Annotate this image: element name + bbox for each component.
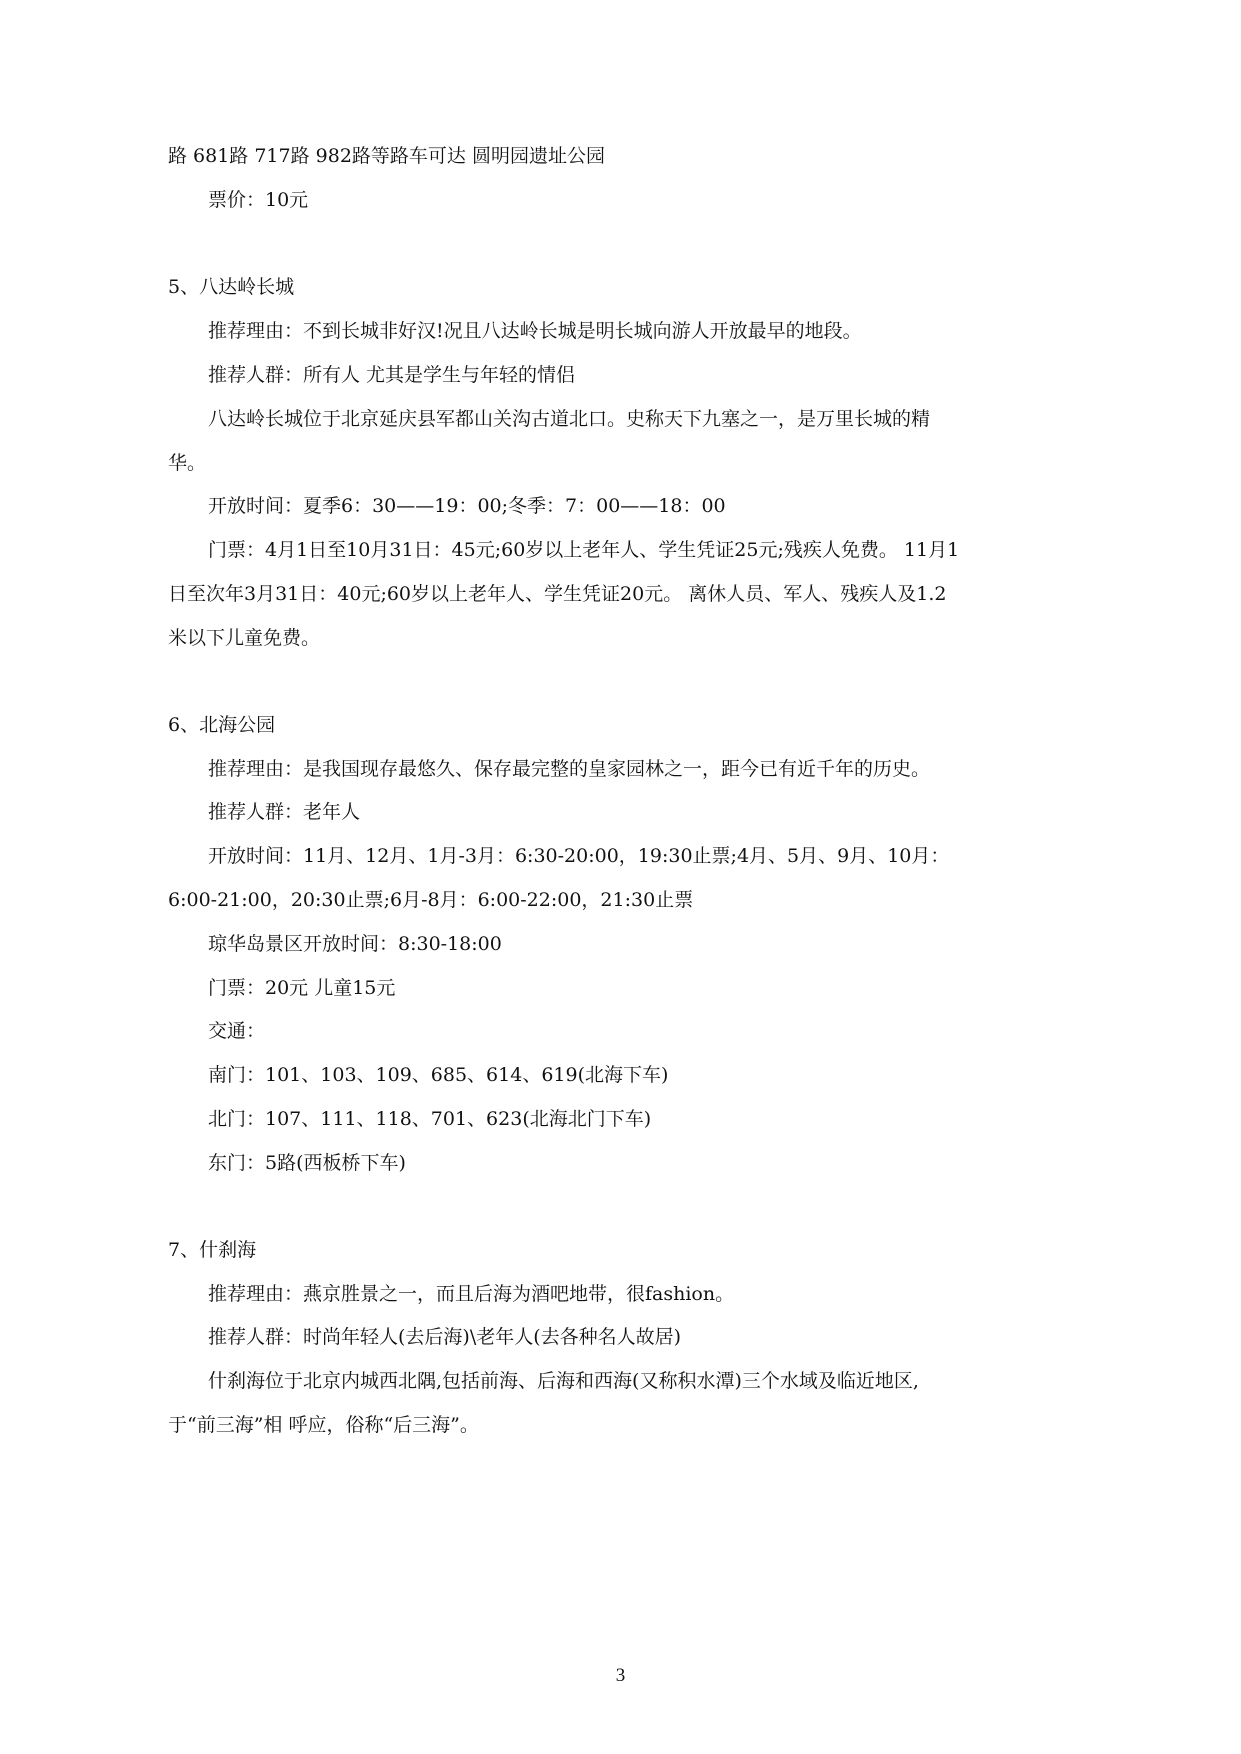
badaling-reason: 推荐理由：不到长城非好汉!况且八达岭长城是明长城向游人开放最早的地段。 xyxy=(208,320,862,342)
beihai-audience: 推荐人群：老年人 xyxy=(208,801,361,823)
route-continuation-line: 路 681路 717路 982路等路车可达 圆明园遗址公园 xyxy=(168,145,605,167)
shichahai-reason: 推荐理由：燕京胜景之一，而且后海为酒吧地带，很fashion。 xyxy=(208,1283,735,1305)
badaling-opening-hours: 开放时间：夏季6：30——19：00;冬季：7：00——18：00 xyxy=(208,495,726,517)
qionghua-island-hours: 琼华岛景区开放时间：8:30-18:00 xyxy=(208,933,502,955)
badaling-tickets: 门票：4月1日至10月31日：45元;60岁以上老年人、学生凭证25元;残疾人免费。 11月1 xyxy=(208,539,960,561)
shichahai-description: 什刹海位于北京内城西北隅,包括前海、后海和西海(又称积水潭)三个水域及临近地区, xyxy=(208,1370,919,1392)
beihai-south-gate: 南门：101、103、109、685、614、619(北海下车) xyxy=(208,1064,669,1086)
beihai-reason: 推荐理由：是我国现存最悠久、保存最完整的皇家园林之一，距今已有近千年的历史。 xyxy=(208,758,931,780)
section-heading-shichahai: 7、什刹海 xyxy=(168,1239,257,1261)
badaling-description: 八达岭长城位于北京延庆县军都山关沟古道北口。史称天下九塞之一，是万里长城的精 xyxy=(208,408,931,430)
badaling-description-cont: 华。 xyxy=(168,452,207,474)
shichahai-audience: 推荐人群：时尚年轻人(去后海)\老年人(去各种名人故居) xyxy=(208,1326,682,1348)
beihai-east-gate: 东门：5路(西板桥下车) xyxy=(208,1152,406,1174)
beihai-north-gate: 北门：107、111、118、701、623(北海北门下车) xyxy=(208,1108,652,1130)
page-number: 3 xyxy=(615,1665,626,1686)
section-heading-badaling: 5、八达岭长城 xyxy=(168,276,295,298)
beihai-opening-hours: 开放时间：11月、12月、1月-3月：6:30-20:00，19:30止票;4月、5月、9月、10月： xyxy=(208,845,950,867)
beihai-opening-hours-cont: 6:00-21:00，20:30止票;6月-8月：6:00-22:00，21:30止票 xyxy=(168,889,694,911)
section-heading-beihai: 6、北海公园 xyxy=(168,714,276,736)
badaling-tickets-cont: 米以下儿童免费。 xyxy=(168,627,321,649)
shichahai-description-cont: 于“前三海”相 呼应，俗称“后三海”。 xyxy=(168,1414,479,1436)
ticket-price-line: 票价：10元 xyxy=(208,189,309,211)
badaling-audience: 推荐人群：所有人 尤其是学生与年轻的情侣 xyxy=(208,364,576,386)
badaling-tickets-cont: 日至次年3月31日：40元;60岁以上老年人、学生凭证20元。 离休人员、军人、残疾人及1.2 xyxy=(168,583,947,605)
beihai-transport-heading: 交通： xyxy=(208,1020,266,1042)
beihai-tickets: 门票：20元 儿童15元 xyxy=(208,977,396,999)
